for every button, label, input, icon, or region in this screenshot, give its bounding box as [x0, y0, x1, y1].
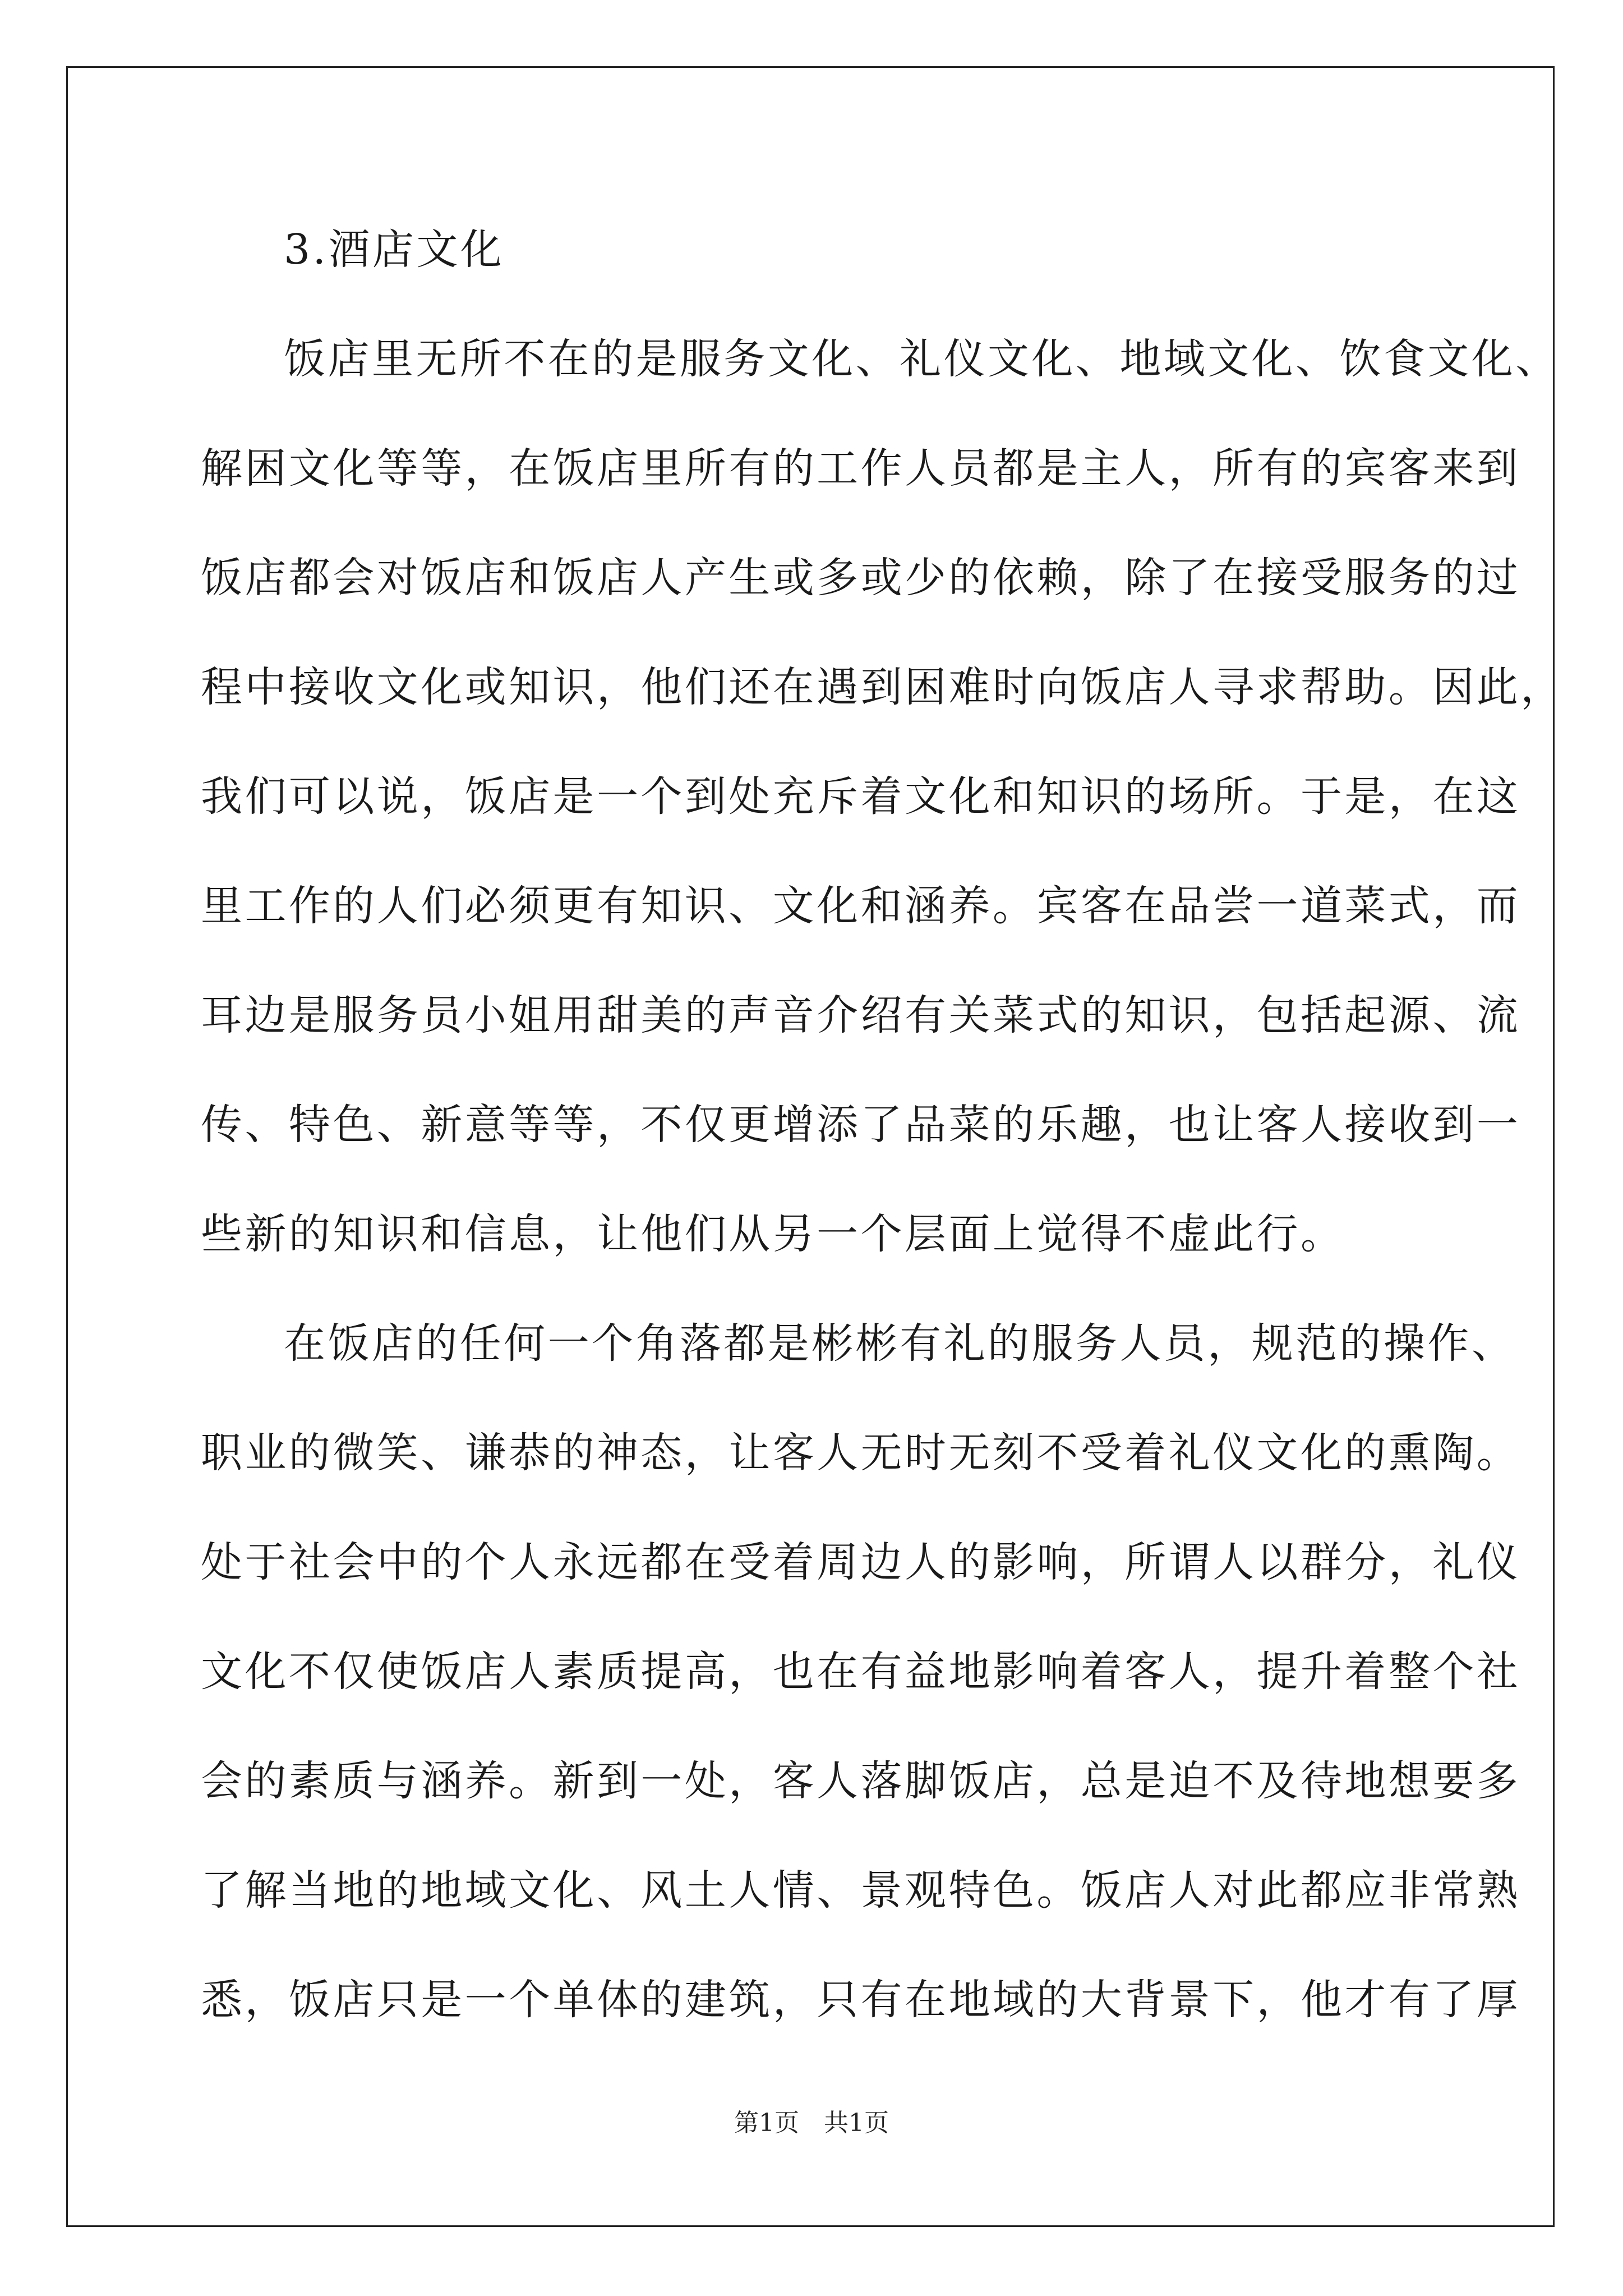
- paragraph-line: 里工作的人们必须更有知识、文化和涵养。宾客在品尝一道菜式，而: [201, 882, 1521, 930]
- paragraph-line: 耳边是服务员小姐用甜美的声音介绍有关菜式的知识，包括起源、流: [201, 991, 1521, 1039]
- page-footer: 第1页 共1页: [734, 2109, 889, 2137]
- paragraph-line: 传、特色、新意等等，不仅更增添了品菜的乐趣，也让客人接收到一: [201, 1101, 1521, 1149]
- paragraph-line: 解困文化等等，在饭店里所有的工作人员都是主人，所有的宾客来到: [201, 444, 1521, 493]
- paragraph-line: 悉，饭店只是一个单体的建筑，只有在地域的大背景下，他才有了厚: [201, 1976, 1521, 2024]
- paragraph-line: 饭店都会对饭店和饭店人产生或多或少的依赖，除了在接受服务的过: [201, 554, 1521, 602]
- paragraph-line: 了解当地的地域文化、风土人情、景观特色。饭店人对此都应非常熟: [201, 1866, 1521, 1915]
- paragraph-line: 饭店里无所不在的是服务文化、礼仪文化、地域文化、饮食文化、: [284, 335, 1560, 383]
- paragraph-line: 会的素质与涵养。新到一处，客人落脚饭店，总是迫不及待地想要多: [201, 1757, 1521, 1805]
- paragraph-line: 职业的微笑、谦恭的神态，让客人无时无刻不受着礼仪文化的熏陶。: [201, 1429, 1521, 1477]
- paragraph-line: 我们可以说，饭店是一个到处充斥着文化和知识的场所。于是，在这: [201, 772, 1521, 821]
- paragraph-line: 在饭店的任何一个角落都是彬彬有礼的服务人员，规范的操作、: [284, 1319, 1516, 1368]
- section-heading: 3.酒店文化: [284, 226, 505, 274]
- paragraph-line: 文化不仅使饭店人素质提高，也在有益地影响着客人，提升着整个社: [201, 1648, 1521, 1696]
- paragraph-line: 处于社会中的个人永远都在受着周边人的影响，所谓人以群分，礼仪: [201, 1538, 1521, 1586]
- paragraph-line: 些新的知识和信息，让他们从另一个层面上觉得不虚此行。: [201, 1210, 1345, 1258]
- paragraph-line: 程中接收文化或知识，他们还在遇到困难时向饭店人寻求帮助。因此，: [201, 663, 1565, 711]
